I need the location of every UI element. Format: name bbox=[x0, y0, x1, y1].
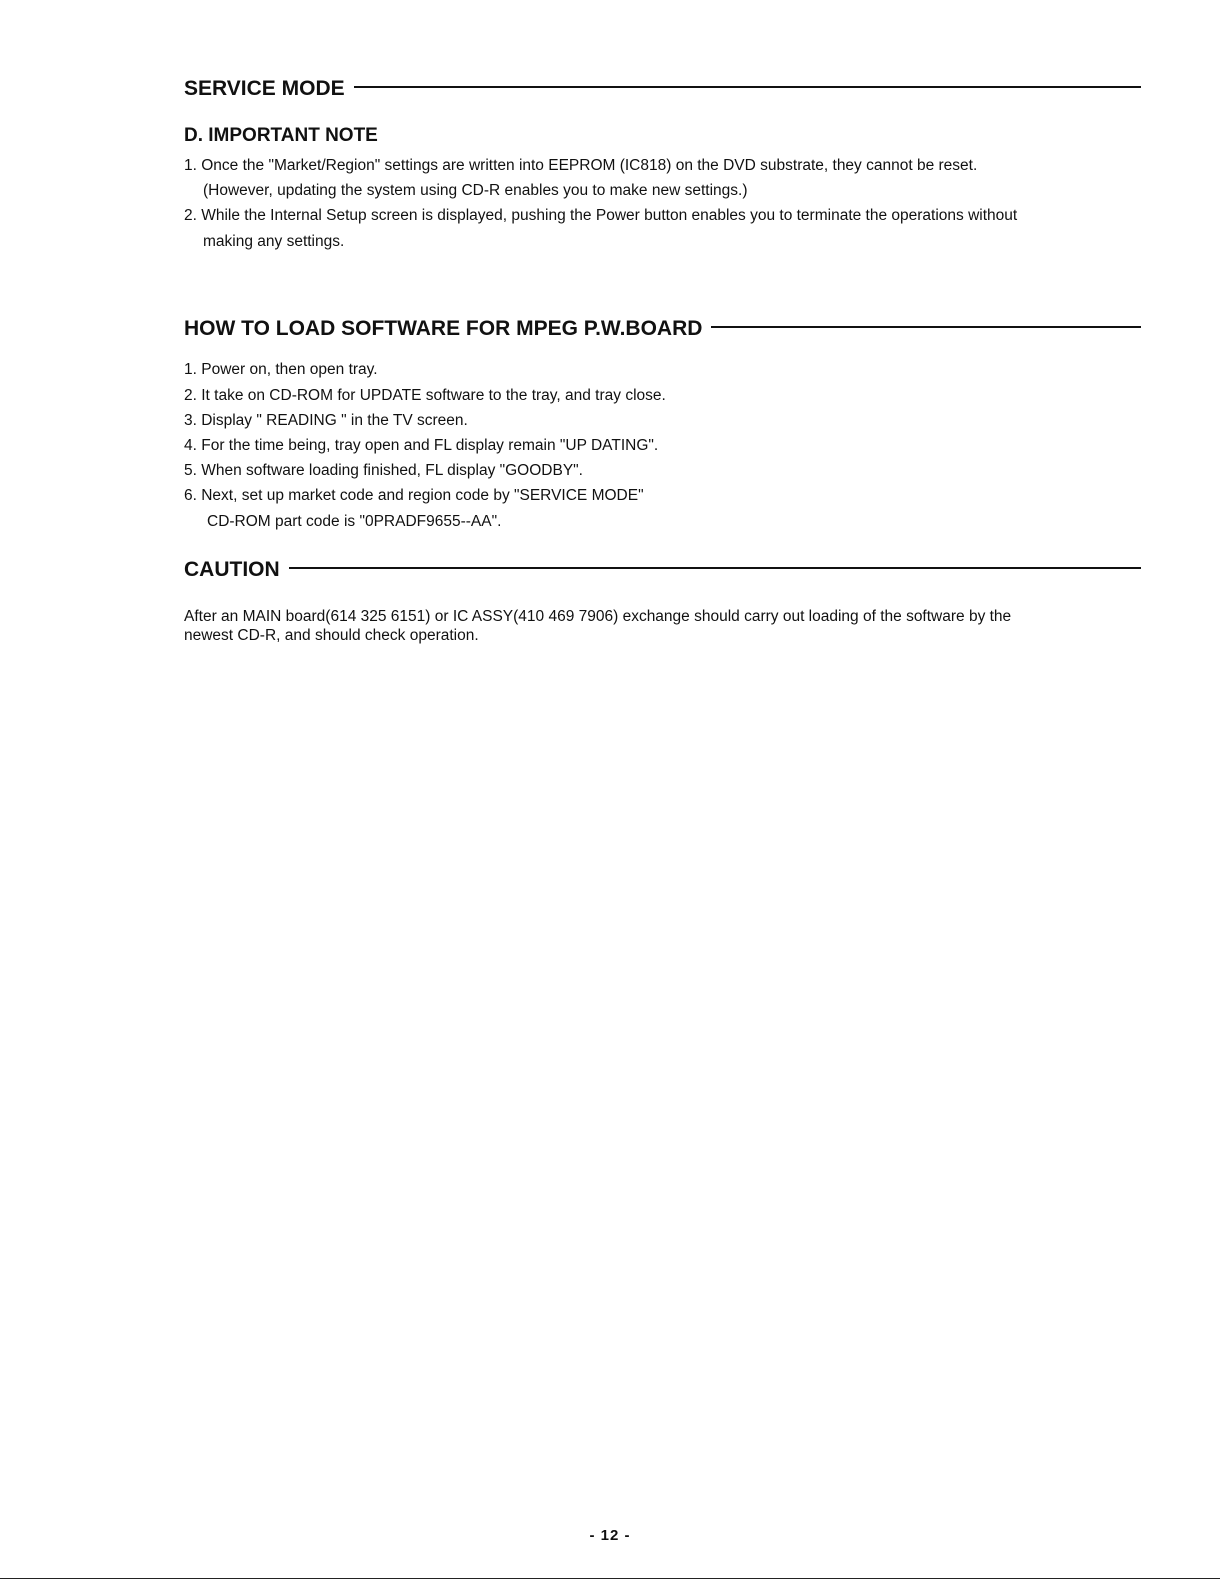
section-heading-service-mode: SERVICE MODE bbox=[184, 77, 345, 100]
note-line: making any settings. bbox=[203, 233, 345, 250]
step-line: 2. It take on CD-ROM for UPDATE software to the tray, and tray close. bbox=[184, 387, 666, 404]
step-line: CD-ROM part code is "0PRADF9655--AA". bbox=[207, 513, 502, 530]
section-heading-caution: CAUTION bbox=[184, 558, 280, 581]
step-line: 5. When software loading finished, FL display "GOODBY". bbox=[184, 462, 583, 479]
caution-text-line: After an MAIN board(614 325 6151) or IC ASSY(410 469 7906) exchange should carry out loading of the software by the bbox=[184, 608, 1012, 625]
page-bottom-rule bbox=[0, 1578, 1220, 1579]
note-line: 2. While the Internal Setup screen is displayed, pushing the Power button enables you to terminate the operations without bbox=[184, 207, 1018, 224]
step-line: 6. Next, set up market code and region code by "SERVICE MODE" bbox=[184, 487, 644, 504]
note-line: (However, updating the system using CD-R enables you to make new settings.) bbox=[203, 182, 748, 199]
step-line: 4. For the time being, tray open and FL display remain "UP DATING". bbox=[184, 437, 659, 454]
subheading-important-note: D. IMPORTANT NOTE bbox=[184, 125, 378, 146]
step-line: 1. Power on, then open tray. bbox=[184, 361, 378, 378]
caution-heading-row bbox=[184, 558, 1141, 582]
service-mode-heading-row bbox=[184, 77, 1141, 101]
heading-rule bbox=[289, 567, 1141, 569]
load-software-heading-row bbox=[184, 317, 1141, 341]
note-line: 1. Once the "Market/Region" settings are written into EEPROM (IC818) on the DVD substrate, they cannot be reset. bbox=[184, 157, 978, 174]
section-heading-load-software: HOW TO LOAD SOFTWARE FOR MPEG P.W.BOARD bbox=[184, 317, 703, 340]
heading-rule bbox=[711, 326, 1141, 328]
step-line: 3. Display " READING " in the TV screen. bbox=[184, 412, 468, 429]
page-number: - 12 - bbox=[589, 1527, 631, 1544]
heading-rule bbox=[354, 86, 1141, 88]
caution-text-line: newest CD-R, and should check operation. bbox=[184, 627, 479, 644]
